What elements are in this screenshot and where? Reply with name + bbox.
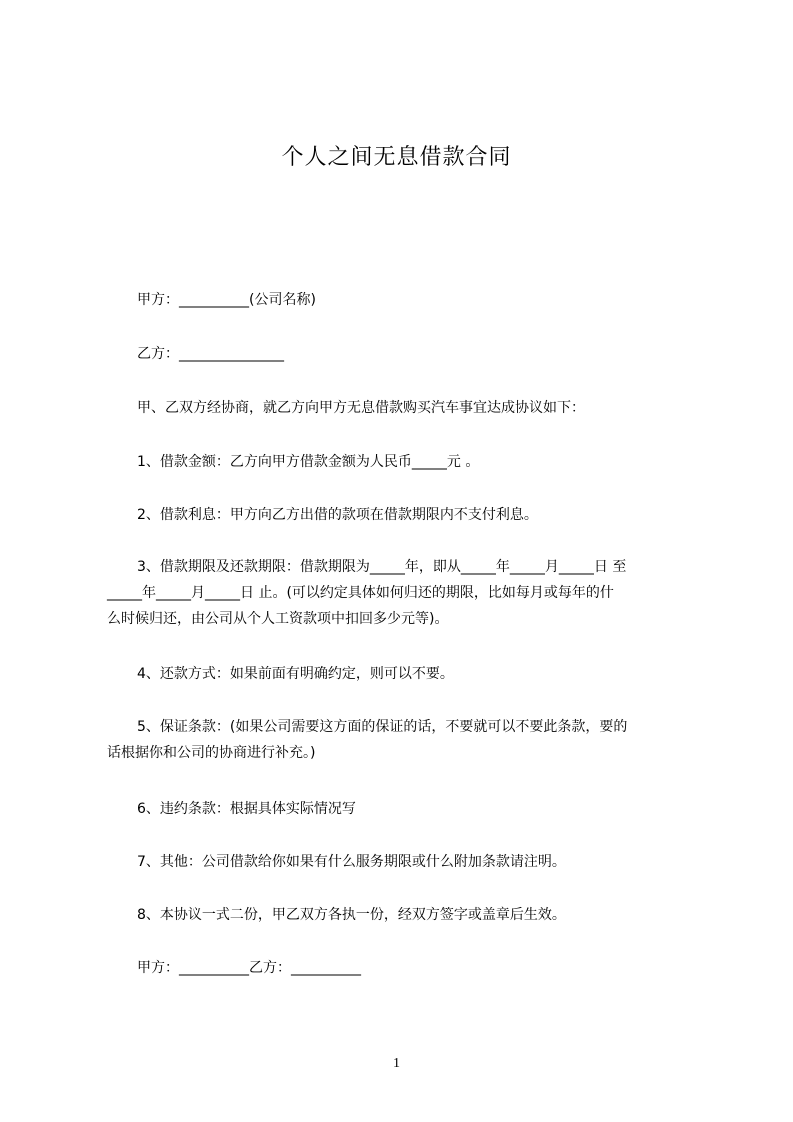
clause-6: 6、违约条款：根据具体实际情况写 (137, 801, 356, 817)
clause-5-line-2: 话根据你和公司的协商进行补充。) (107, 745, 316, 761)
clause-7: 7、其他：公司借款给你如果有什么服务期限或什么附加条款请注明。 (137, 854, 566, 870)
clause-3-line-3: 么时候归还，由公司从个人工资款项中扣回多少元等)。 (107, 611, 449, 627)
party-b-line: 乙方：_______________ (137, 346, 284, 362)
intro-paragraph: 甲、乙双方经协商，就乙方向甲方无息借款购买汽车事宜达成协议如下： (137, 400, 585, 416)
clause-5-line-1: 5、保证条款：(如果公司需要这方面的保证的话，不要就可以不要此条款，要的 (137, 719, 628, 735)
signature-line: 甲方：__________乙方：__________ (137, 960, 361, 976)
clause-3 (107, 554, 703, 632)
party-a-line: 甲方：__________(公司名称) (137, 292, 316, 308)
clause-2: 2、借款利息：甲方向乙方出借的款项在借款期限内不支付利息。 (137, 507, 538, 523)
page-title: 个人之间无息借款合同 (281, 145, 512, 170)
clause-4: 4、还款方式：如果前面有明确约定，则可以不要。 (137, 666, 454, 682)
clause-5 (107, 714, 703, 766)
clause-3-line-1: 3、借款期限及还款期限：借款期限为_____年，即从_____年_____月_____日 至 (137, 559, 627, 575)
clause-8: 8、本协议一式二份，甲乙双方各执一份，经双方签字或盖章后生效。 (137, 907, 566, 923)
clause-3-line-2: _____年_____月_____日 止。(可以约定具体如何归还的期限，比如每月或每年的什 (107, 585, 614, 601)
clause-1: 1、借款金额：乙方向甲方借款金额为人民币_____元 。 (137, 454, 480, 470)
page-number: 1 (393, 1056, 400, 1071)
